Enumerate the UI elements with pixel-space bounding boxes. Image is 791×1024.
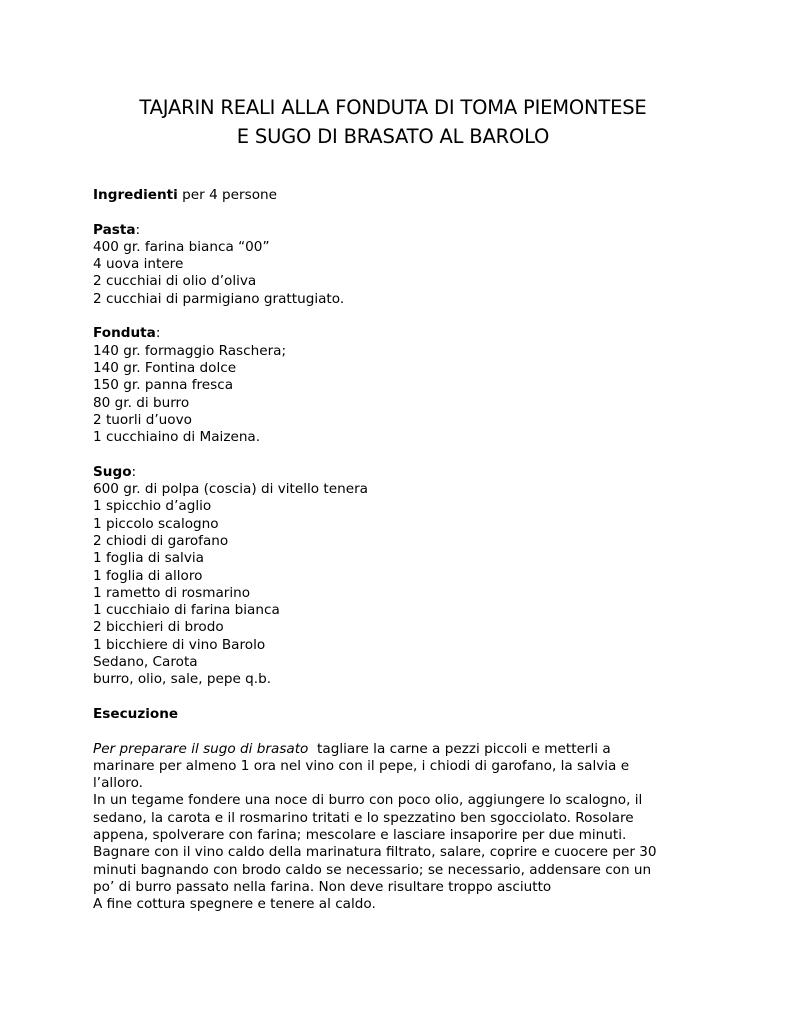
esecuzione-line: minuti bagnando con brodo caldo se necessario; se necessario, addensare con un bbox=[93, 861, 652, 878]
fonduta-item: 80 gr. di burro bbox=[93, 394, 190, 411]
esecuzione-line: l’alloro. bbox=[93, 775, 143, 792]
pasta-item: 2 cucchiai di olio d’oliva bbox=[93, 273, 257, 290]
fonduta-item: 140 gr. Fontina dolce bbox=[93, 359, 237, 376]
esecuzione-heading: Esecuzione bbox=[93, 705, 179, 722]
sugo-item: 1 cucchiaio di farina bianca bbox=[93, 602, 280, 619]
fonduta-item: 1 cucchiaino di Maizena. bbox=[93, 429, 261, 446]
sugo-item: 1 piccolo scalogno bbox=[93, 515, 219, 532]
recipe-title bbox=[63, 93, 723, 151]
pasta-label: Pasta bbox=[93, 221, 136, 238]
sugo-colon: : bbox=[131, 463, 137, 480]
fonduta-section bbox=[93, 325, 703, 446]
pasta-item: 4 uova intere bbox=[93, 256, 184, 273]
pasta-item: 400 gr. farina bianca “00” bbox=[93, 238, 270, 255]
sugo-item: Sedano, Carota bbox=[93, 654, 198, 671]
pasta-colon: : bbox=[135, 221, 141, 238]
esecuzione-line: sedano, la carota e il rosmarino tritati e lo spezzatino ben sgocciolato. Rosolare bbox=[93, 809, 634, 826]
esecuzione-paragraph bbox=[93, 741, 693, 914]
sugo-item: 1 bicchiere di vino Barolo bbox=[93, 636, 266, 653]
fonduta-label: Fonduta bbox=[93, 325, 156, 342]
esecuzione-line-text: tagliare la carne a pezzi piccoli e metterli a bbox=[308, 740, 611, 757]
fonduta-item: 2 tuorli d’uovo bbox=[93, 411, 192, 428]
fonduta-colon: : bbox=[155, 325, 161, 342]
sugo-item: burro, olio, sale, pepe q.b. bbox=[93, 671, 272, 688]
esecuzione-line: A fine cottura spegnere e tenere al caldo. bbox=[93, 896, 376, 913]
sugo-item: 1 foglia di alloro bbox=[93, 567, 203, 584]
recipe-title-line-2: E SUGO DI BRASATO AL BAROLO bbox=[236, 125, 550, 148]
sugo-label: Sugo bbox=[93, 463, 132, 480]
sugo-item: 1 spicchio d’aglio bbox=[93, 498, 212, 515]
spacer bbox=[93, 723, 703, 740]
spacer bbox=[93, 308, 703, 325]
spacer bbox=[93, 204, 703, 221]
esecuzione-intro-italic: Per preparare il sugo di brasato bbox=[93, 740, 309, 757]
esecuzione-line: In un tegame fondere una noce di burro con poco olio, aggiungere lo scalogno, il bbox=[93, 792, 643, 809]
sugo-heading bbox=[93, 464, 703, 481]
sugo-item: 600 gr. di polpa (coscia) di vitello tenera bbox=[93, 481, 369, 498]
pasta-item: 2 cucchiai di parmigiano grattugiato. bbox=[93, 290, 345, 307]
fonduta-item: 140 gr. formaggio Raschera; bbox=[93, 342, 287, 359]
fonduta-item: 150 gr. panna fresca bbox=[93, 377, 234, 394]
esecuzione-line bbox=[93, 741, 693, 758]
esecuzione-section bbox=[93, 706, 703, 914]
sugo-section bbox=[93, 464, 703, 689]
esecuzione-line: marinare per almeno 1 ora nel vino con il pepe, i chiodi di garofano, la salvia e bbox=[93, 757, 630, 774]
spacer bbox=[93, 446, 703, 463]
sugo-item: 1 foglia di salvia bbox=[93, 550, 204, 567]
sugo-item: 2 bicchieri di brodo bbox=[93, 619, 224, 636]
spacer bbox=[93, 689, 703, 706]
ingredienti-servings: per 4 persone bbox=[177, 187, 277, 203]
esecuzione-line: Bagnare con il vino caldo della marinatura filtrato, salare, coprire e cuocere per 30 bbox=[93, 844, 657, 861]
recipe-title-line-1: TAJARIN REALI ALLA FONDUTA DI TOMA PIEMONTESE bbox=[139, 96, 647, 119]
pasta-section bbox=[93, 222, 703, 308]
pasta-heading bbox=[93, 222, 703, 239]
esecuzione-line: appena, spolverare con farina; mescolare e lasciare insaporire per due minuti. bbox=[93, 826, 627, 843]
ingredienti-label: Ingredienti bbox=[93, 187, 178, 203]
recipe-body bbox=[93, 187, 703, 913]
sugo-item: 1 rametto di rosmarino bbox=[93, 584, 251, 601]
sugo-item: 2 chiodi di garofano bbox=[93, 532, 229, 549]
ingredienti-heading bbox=[93, 187, 703, 204]
esecuzione-line: po’ di burro passato nella farina. Non deve risultare troppo asciutto bbox=[93, 878, 552, 895]
fonduta-heading bbox=[93, 325, 703, 342]
document-page bbox=[93, 93, 703, 913]
